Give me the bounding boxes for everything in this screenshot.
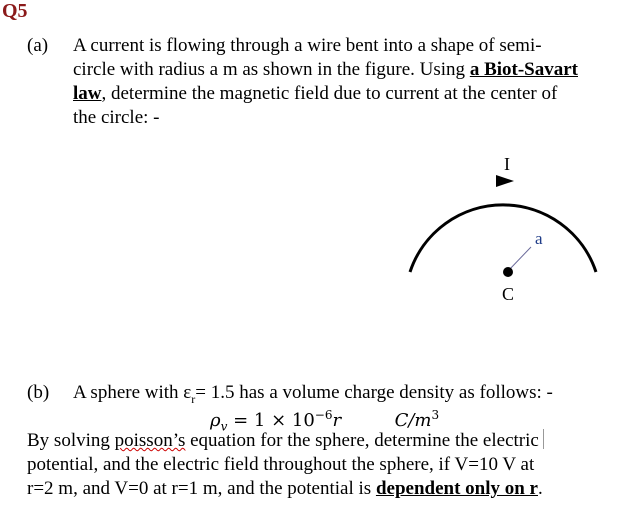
part-b-label: (b) [27,382,50,403]
radius-label: a [535,229,543,248]
part-a-line-1: A current is flowing through a wire bent into a shape of semi- [73,35,542,56]
part-b-line-1: A sphere with $\varepsilon_r= 1.5$ has a volume charge density as follows: - [73,382,553,406]
part-a-line-2: circle with radius a m as shown in the figure. Using a Biot-Savart [73,59,578,80]
law-term: law [73,83,102,104]
part-a-line-3: law, determine the magnetic field due to current at the center of [73,83,558,104]
part-b-line-2: By solving poisson’s equation for the sphere, determine the electric [27,429,617,453]
part-a-label: (a) [27,35,49,56]
current-label: I [504,154,510,174]
part-a-line-4: the circle: - [73,107,160,128]
charge-density-formula: $\rho_v = 1 \times 10^{-6}r$ $C/m^3$ [210,408,440,434]
center-label: C [502,284,515,304]
biot-savart-term: a Biot-Savart [469,59,578,80]
poisson-term: poisson’s [114,430,186,451]
dependent-only-on-r: dependent only on r [375,478,538,499]
part-b-line-4: r=2 m, and V=0 at r=1 m, and the potential is dependent only on r. [27,478,543,499]
text-cursor [543,429,544,449]
part-b-text [27,429,617,501]
part-b-line-3: potential, and the electric field throughout the sphere, if V=10 V at [27,454,535,475]
question-number: Q5 [2,0,28,22]
